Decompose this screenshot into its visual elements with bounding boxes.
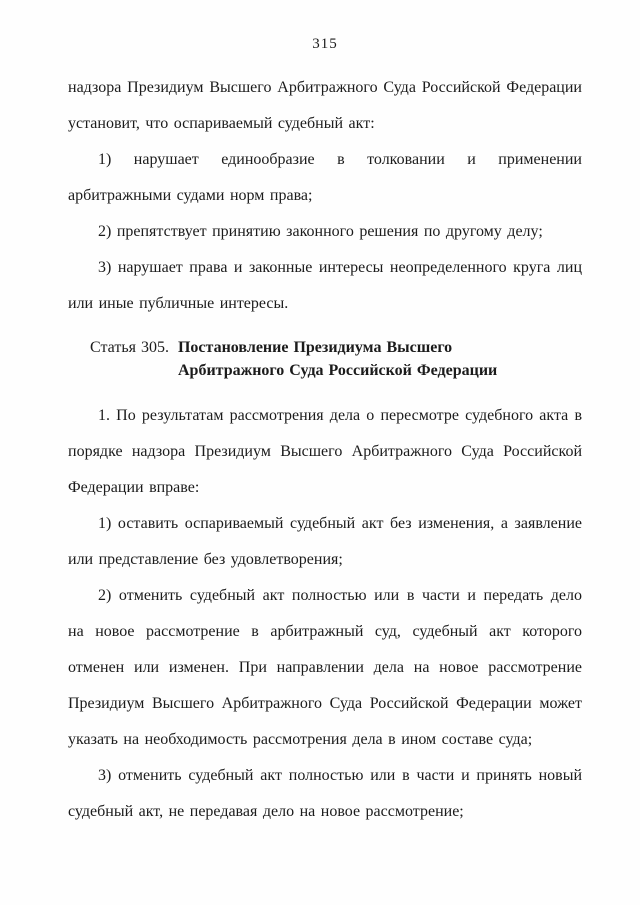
article-title-line-2: Арбитражного Суда Российской Федерации (177, 362, 498, 379)
article-title (178, 336, 497, 382)
list-item-3: 3) нарушает права и законные интересы неопределенного круга лиц или иные публичные интересы. (68, 259, 582, 312)
body-paragraph-continuation: надзора Президиум Высшего Арбитражного Суда Российской Федерации установит, что оспариваемый судебный акт: (68, 79, 582, 132)
article-heading (90, 336, 582, 382)
article-title-line-1: Постановление Президиума Высшего (177, 339, 453, 356)
list-item-3-article-305: 3) отменить судебный акт полностью или в части и принять новый судебный акт, не передавая дело на новое рассмотрение; (68, 767, 582, 820)
page-number: 315 (312, 36, 338, 52)
list-item-1-article-305: 1) оставить оспариваемый судебный акт без изменения, а заявление или представление без удовлетворения; (68, 515, 582, 568)
list-item-2-article-305: 2) отменить судебный акт полностью или в части и передать дело на новое рассмотрение в арбитражный суд, судебный акт которого отменен или изменен. При направлении дела на новое рассмотрение Президиум Высшего Арбитражного Суда Российской Федерации может указать на необходимость рассмотрения дела в ином составе суда; (68, 587, 582, 748)
article-number-label: Статья 305. (90, 339, 169, 356)
list-item-1: 1) нарушает единообразие в толковании и применении арбитражными судами норм права; (68, 151, 582, 204)
list-item-2: 2) препятствует принятию законного решения по другому делу; (98, 223, 543, 240)
body-paragraph-part-1: 1. По результатам рассмотрения дела о пересмотре судебного акта в порядке надзора Президиум Высшего Арбитражного Суда Российской Федерации вправе: (68, 407, 582, 496)
